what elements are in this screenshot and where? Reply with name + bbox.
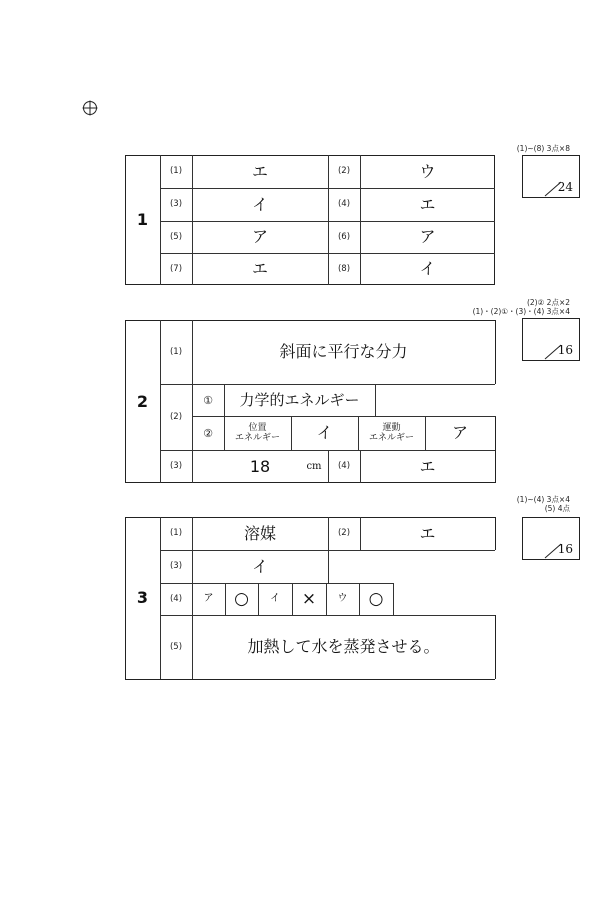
q1-5-answer: ア	[251, 227, 268, 246]
q3-5-answer: 加熱して水を蒸発させる。	[247, 637, 440, 656]
section-1-score-box	[522, 155, 580, 198]
section-3-score-total: 16	[557, 542, 573, 556]
q2-3-answer: 18	[249, 456, 271, 476]
q3-5-label: (5)	[169, 641, 183, 652]
position-energy-label-line1: 位置	[248, 423, 267, 433]
section-2-score-box	[522, 318, 580, 361]
q1-8-label: (8)	[337, 263, 351, 274]
section-3-number: 3	[136, 588, 149, 607]
q1-1-answer: エ	[251, 161, 268, 181]
q1-3-label: (3)	[169, 199, 183, 210]
section-3-score-note-1: (1)~(4) 3点×4	[516, 495, 570, 504]
kinetic-energy-label-line2: エネルギー	[368, 433, 414, 443]
section-3-score-box	[522, 517, 580, 560]
section-1-score-total: 24	[557, 180, 573, 194]
q1-7-label: (7)	[169, 263, 183, 274]
q1-6-label: (6)	[337, 231, 351, 242]
q2-2-1-label: ①	[203, 393, 213, 407]
q3-4-item-b-label: イ	[270, 593, 280, 604]
section-2-score-note-1: (2)② 2点×2	[526, 298, 570, 307]
q2-2-label: (2)	[169, 411, 183, 422]
q2-2-2-label: ②	[203, 426, 213, 440]
q3-4-item-c-mark: ○	[368, 588, 384, 609]
q1-1-label: (1)	[169, 166, 183, 177]
q1-4-answer: エ	[419, 194, 436, 214]
q1-8-answer: イ	[419, 259, 436, 278]
position-energy-label	[224, 416, 291, 450]
q1-2-answer: ウ	[419, 161, 436, 181]
q3-4-label: (4)	[169, 593, 183, 604]
kinetic-energy-label	[358, 416, 425, 450]
q2-2-1-answer: 力学的エネルギー	[239, 390, 360, 409]
section-2-score-note-2: (1)・(2)①・(3)・(4) 3点×4	[472, 307, 570, 316]
q1-5-label: (5)	[169, 231, 183, 242]
position-energy-label-line2: エネルギー	[234, 433, 280, 443]
q1-2-label: (2)	[337, 166, 351, 177]
q3-3-answer: イ	[251, 556, 268, 576]
q2-3-unit: cm	[306, 460, 322, 472]
q3-4-item-a-mark: ○	[234, 588, 249, 609]
section-3-score-note-2: (5) 4点	[544, 504, 570, 513]
q3-1-label: (1)	[169, 528, 183, 539]
section-1-score-note: (1)~(8) 3点×8	[516, 144, 570, 153]
section-1-number: 1	[136, 210, 149, 229]
q3-3-label: (3)	[169, 561, 183, 572]
section-2-score-total: 16	[557, 343, 573, 357]
q1-6-answer: ア	[419, 227, 436, 246]
q3-4-item-b-mark: ×	[301, 588, 317, 609]
section-2-number: 2	[136, 391, 149, 411]
q1-4-label: (4)	[337, 199, 351, 210]
q3-4-item-a-label: ア	[203, 593, 214, 604]
q3-4-item-c-label: ウ	[337, 593, 348, 604]
registration-mark-icon	[82, 100, 98, 116]
q1-7-answer: エ	[251, 259, 268, 278]
q2-1-label: (1)	[169, 346, 183, 357]
q1-3-answer: イ	[251, 194, 268, 214]
q3-2-answer: エ	[419, 523, 436, 543]
q2-3-label: (3)	[169, 461, 183, 472]
q3-1-answer: 溶媒	[243, 523, 276, 543]
q3-2-label: (2)	[337, 528, 351, 539]
kinetic-energy-label-line1: 運動	[382, 423, 401, 433]
q2-4-answer: エ	[419, 456, 436, 476]
kinetic-energy-answer: ア	[451, 423, 468, 442]
position-energy-answer: イ	[316, 423, 333, 442]
q2-4-label: (4)	[337, 461, 351, 472]
q2-1-answer: 斜面に平行な分力	[279, 342, 408, 361]
